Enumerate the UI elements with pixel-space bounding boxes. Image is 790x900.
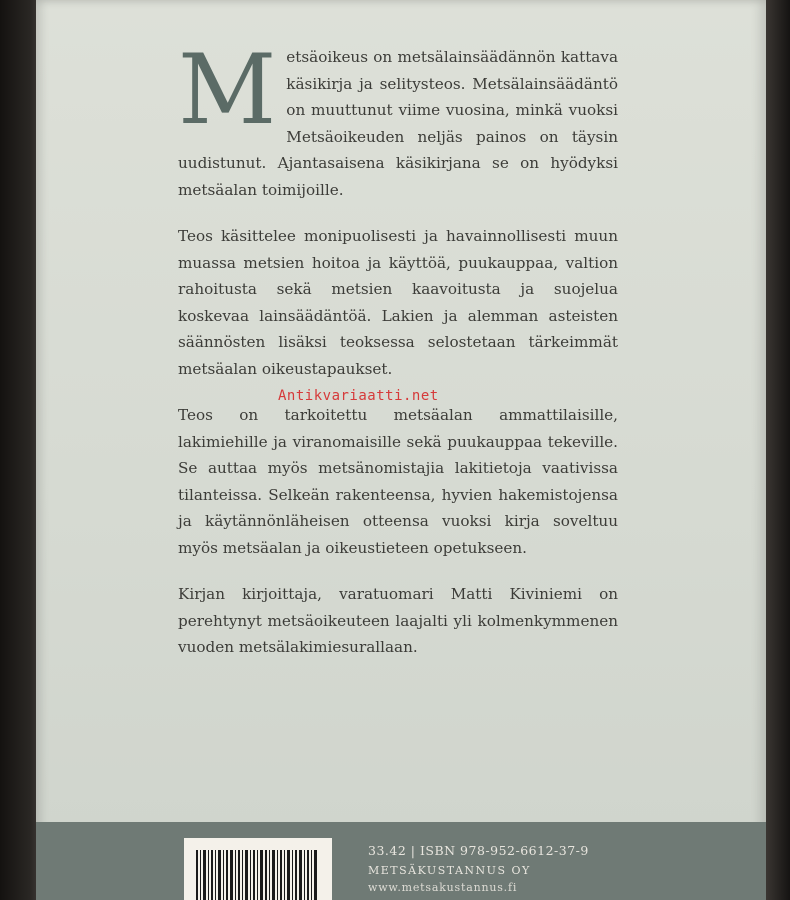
back-cover bbox=[36, 0, 766, 900]
paragraph-4: Kirjan kirjoittaja, varatuomari Matti Kiviniemi on perehtynyt metsäoikeuteen laajalti yli kolmenkymmenen vuoden metsälakimiesurallaan. bbox=[178, 585, 618, 656]
paragraph-1 bbox=[178, 34, 618, 203]
book-edge-left bbox=[0, 0, 38, 900]
publisher-url: www.metsakustannus.fi bbox=[368, 881, 518, 894]
publisher-name: METSÄKUSTANNUS OY bbox=[368, 864, 531, 877]
paragraph-3: Teos on tarkoitettu metsäalan ammattilaisille, lakimiehille ja viranomaisille sekä puukauppaa tekeville. Se auttaa myös metsänomistajia lakitietoja vaativissa tilanteissa. Selkeän rakenteensa, hyvien hakemistojensa ja käytännönläheisen otteensa vuoksi kirja soveltuu myös metsäalan ja oikeustieteen opetukseen. bbox=[178, 406, 618, 557]
watermark: Antikvariaatti.net bbox=[278, 388, 439, 404]
drop-cap: M bbox=[178, 34, 277, 146]
barcode-icon bbox=[196, 850, 320, 900]
blurb-text bbox=[178, 34, 618, 681]
book-edge-right bbox=[766, 0, 790, 900]
footer-band bbox=[36, 822, 766, 900]
barcode-box bbox=[184, 838, 332, 900]
isbn-line: 33.42 | ISBN 978-952-6612-37-9 bbox=[368, 843, 589, 858]
paragraph-2: Teos käsittelee monipuolisesti ja havainnollisesti muun muassa metsien hoitoa ja käyttöä, puukauppaa, valtion rahoitusta sekä metsien kaavoitusta ja suojelua koskevaa lainsäädäntöä. Lakien ja alemman asteisten säännösten lisäksi teoksessa selostetaan tärkeimmät metsäalan oikeustapaukset. bbox=[178, 227, 618, 378]
footer-text bbox=[368, 843, 589, 894]
paragraph-1-text: etsäoikeus on metsälainsäädännön kattava käsikirja ja selitysteos. Metsälainsäädäntö on muuttunut viime vuosina, minkä vuoksi Metsäoikeuden neljäs painos on täysin uudistunut. Ajantasaisena käsikirjana se on hyödyksi metsäalan toimijoille. bbox=[178, 48, 618, 199]
